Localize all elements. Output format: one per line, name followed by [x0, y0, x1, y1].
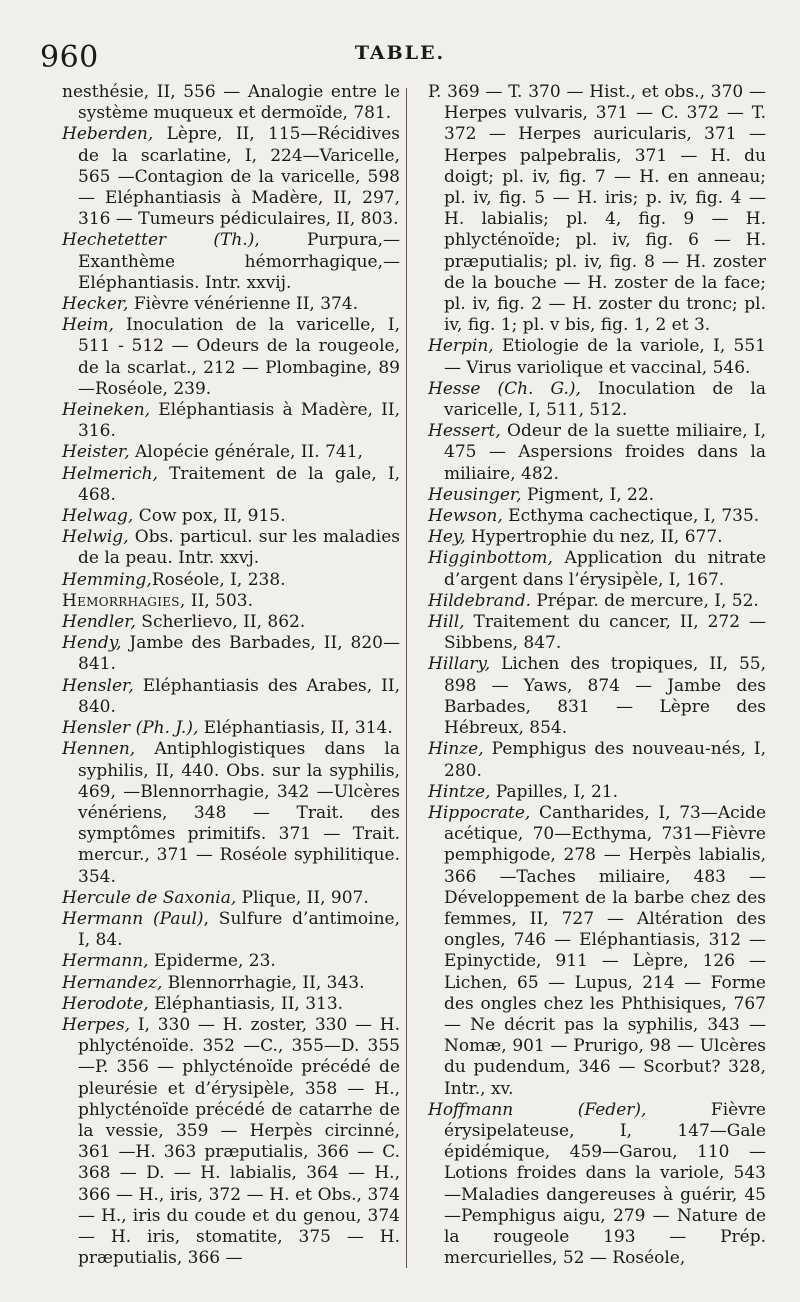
entry-headword: Hesse (Ch. G.),	[428, 378, 581, 399]
entry-text: II, 503.	[185, 590, 254, 611]
entry-headword: Heberden,	[62, 124, 154, 145]
left-column	[62, 82, 400, 1269]
entry-text: Antiphlogistiques dans la syphilis, II, 440. Obs. sur la syphilis, 469, —Blennorrhagie, 342 —Ulcères vénériens, 348 — Trait. des symptômes primitifs. 371 — Trait. mercur., 371 — Roséole syphilitique. 354.	[78, 739, 400, 887]
entry-headword: Higginbottom,	[428, 548, 553, 569]
entry-text: Application du nitrate d’argent dans l’érysipèle, I, 167.	[444, 548, 766, 590]
entry-text: Prépar. de mercure, I, 52.	[531, 590, 759, 611]
index-entry	[428, 527, 766, 548]
entry-text: Blennorrhagie, II, 343.	[162, 972, 365, 993]
index-entry	[428, 739, 766, 781]
index-entry	[62, 973, 400, 994]
entry-headword: Hey,	[428, 527, 466, 548]
entry-text: Fièvre érysipelateuse, I, 147—Gale épidémique, 459—Garou, 110 — Lotions froides dans la variole, 543 —Maladies dangereuses à guérir, 45 —Pemphigus aigu, 279 — Nature de la rougeole 193 — Prép. mercurielles, 52 — Roséole,	[444, 1099, 766, 1269]
entry-headword: Helwag,	[62, 506, 134, 527]
entry-headword: Hoffmann (Feder),	[428, 1099, 647, 1120]
entry-text: Alopécie générale, II. 741,	[129, 442, 363, 463]
entry-headword: Hennen,	[62, 739, 136, 760]
index-entry	[62, 442, 400, 463]
column-divider	[406, 88, 407, 1268]
entry-text: Inoculation de la varicelle, I, 511, 512.	[444, 378, 767, 421]
entry-text: Inoculation de la varicelle, I, 511 - 512 — Odeurs de la rougeole, de la scarlat., 212 — Plombagine, 89 —Roséole, 239.	[78, 315, 400, 399]
entry-headword: Hillary,	[428, 654, 491, 675]
index-entry	[62, 994, 400, 1015]
entry-headword: Hermann (Paul)	[62, 908, 204, 929]
index-entry	[62, 294, 400, 315]
entry-text: Eléphantiasis à Madère, II, 316.	[78, 400, 400, 442]
index-entry	[62, 82, 400, 124]
entry-headword: Hewson,	[428, 506, 503, 527]
entry-text: , Sulfure d’antimoine, I, 84.	[78, 908, 400, 951]
entry-text: Traitement de la gale, I, 468.	[78, 463, 400, 505]
index-entry	[62, 718, 400, 739]
entry-text: Cow pox, II, 915.	[133, 506, 286, 527]
index-entry	[428, 421, 766, 485]
entry-headword: Hendy,	[62, 633, 122, 654]
index-entry	[428, 782, 766, 803]
entry-text: Odeur de la suette miliaire, I, 475 — Aspersions froides dans la miliaire, 482.	[444, 421, 766, 484]
entry-headword: Hendler,	[62, 612, 136, 633]
index-entry	[428, 654, 766, 739]
entry-text: Scherlievo, II, 862.	[135, 612, 306, 633]
entry-headword: Hill,	[428, 612, 465, 633]
index-entry	[62, 400, 400, 442]
entry-text: Pigment, I, 22.	[521, 484, 655, 505]
entry-headword: Herpin,	[428, 336, 494, 357]
entry-headword: Heim,	[62, 315, 114, 336]
entry-headword: Hessert,	[428, 421, 501, 442]
index-entry	[62, 570, 400, 591]
entry-headword: Hemming,	[62, 569, 152, 590]
entry-text: Lèpre, II, 115—Récidives de la scarlatine, I, 224—Varicelle, 565 —Contagion de la varicelle, 598 — Eléphantiasis à Madère, II, 297, 316 — Tumeurs pédiculaires, II, 803.	[78, 124, 400, 230]
index-entry	[428, 336, 766, 378]
entry-text: Fièvre vénérienne II, 374.	[128, 294, 359, 315]
entry-text: Etiologie de la variole, I, 551 — Virus variolique et vaccinal, 546.	[444, 336, 766, 378]
index-entry	[62, 633, 400, 675]
entry-text: Hypertrophie du nez, II, 677.	[465, 527, 723, 548]
entry-text: Traitement du cancer, II, 272 — Sibbens, 847.	[444, 612, 766, 654]
entry-text: Obs. particul. sur les maladies de la peau. Intr. xxvj.	[78, 527, 400, 569]
index-entry	[428, 485, 766, 506]
entry-text: Eléphantiasis, II, 313.	[148, 993, 344, 1014]
entry-text: P. 369 — T. 370 — Hist., et obs., 370 — Herpes vulvaris, 371 — C. 372 — T. 372 — Herpes auricularis, 371 — Herpes palpebralis, 371 — H. du doigt; pl. iv, fig. 7 — H. en anneau; pl. iv, fig. 5 — H. iris; p. iv, fig. 4 — H. labialis; pl. 4, fig. 9 — H. phlycténoïde; pl. iv, fig. 6 — H. præputialis; pl. iv, fig. 8 — H. zoster de la bouche — H. zoster de la face; pl. iv, fig. 2 — H. zoster du tronc; pl. iv, fig. 1; pl. v bis, fig. 1, 2 et 3.	[428, 82, 766, 336]
entry-headword: Hippocrate,	[428, 802, 531, 823]
index-entry	[62, 124, 400, 230]
entry-headword: Hensler,	[62, 675, 134, 696]
entry-headword: Hernandez,	[62, 972, 163, 993]
entry-text: Cantharides, I, 73—Acide acétique, 70—Ecthyma, 731—Fièvre pemphigode, 278 — Herpès labialis, 366 —Taches miliaire, 483 — Développement de la barbe chez des femmes, II, 727 — Altération des ongles, 746 — Eléphantiasis, 312 — Epinyctide, 911 — Lèpre, 126 — Lichen, 65 — Lupus, 214 — Forme des ongles chez les Phthisiques, 767 — Ne décrit pas la syphilis, 343 — Nomæ, 901 — Prurigo, 98 — Ulcères du pudendum, 346 — Scorbut? 328, Intr., xv.	[444, 802, 766, 1099]
index-entry	[62, 506, 400, 527]
entry-headword: Hemorrhagies,	[62, 590, 186, 611]
entry-text: Eléphantiasis des Arabes, II, 840.	[78, 675, 400, 717]
index-entry	[62, 527, 400, 569]
index-entry	[62, 739, 400, 887]
index-entry	[62, 1015, 400, 1269]
entry-text: Lichen des tropiques, II, 55, 898 — Yaws, 874 — Jambe des Barbades, 831 — Lèpre des Hébreux, 854.	[444, 654, 766, 739]
entry-headword: Herpes,	[62, 1014, 131, 1035]
index-entry	[428, 803, 766, 1100]
entry-headword: Helwig,	[62, 527, 129, 548]
entry-headword: Heister,	[62, 442, 130, 463]
index-entry	[428, 1100, 766, 1270]
page-number: 960	[40, 40, 99, 75]
index-entry	[62, 909, 400, 951]
entry-text: Eléphantiasis, II, 314.	[198, 718, 393, 739]
entry-text: Epiderme, 23.	[148, 951, 276, 972]
entry-headword: Heusinger,	[428, 484, 522, 505]
entry-text: nesthésie, II, 556 — Analogie entre le système muqueux et dermoïde, 781.	[62, 82, 400, 124]
index-entry	[428, 612, 766, 654]
index-entry	[62, 230, 400, 294]
entry-headword: Hechetetter (Th.)	[62, 230, 255, 251]
index-entry	[428, 548, 766, 590]
entry-headword: Hermann,	[62, 951, 149, 972]
index-entry	[62, 315, 400, 400]
index-entry	[428, 506, 766, 527]
index-entry	[62, 464, 400, 506]
entry-headword: Helmerich,	[62, 463, 158, 484]
entry-text: Plique, II, 907.	[236, 887, 369, 908]
index-entry	[62, 888, 400, 909]
entry-headword: Herodote,	[62, 993, 149, 1014]
index-entry	[428, 379, 766, 421]
entry-headword: Hildebrand.	[428, 590, 532, 611]
entry-text: , Purpura,—Exanthème hémorrhagique,— Eléphantiasis. Intr. xxvij.	[78, 230, 400, 293]
running-head: TABLE.	[354, 42, 446, 64]
index-entry	[428, 82, 766, 336]
entry-headword: Hinze,	[428, 739, 484, 760]
index-entry	[428, 591, 766, 612]
entry-headword: Heineken,	[62, 400, 151, 421]
entry-headword: Hintze,	[428, 781, 491, 802]
entry-headword: Hercule de Saxonia,	[62, 887, 237, 908]
entry-text: Pemphigus des nouveau-nés, I, 280.	[444, 739, 766, 781]
index-entry	[62, 612, 400, 633]
index-entry	[62, 676, 400, 718]
entry-text: I, 330 — H. zoster, 330 — H. phlycténoïde. 352 —C., 355—D. 355 —P. 356 — phlycténoïde précédé de pleurésie et d’érysipèle, 358 — H., phlycténoïde précédé de catarrhe de la vessie, 359 — Herpès circinné, 361 —H. 363 præputialis, 366 — C. 368 — D. — H. labialis, 364 — H., 366 — H., iris, 372 — H. et Obs., 374 — H., iris du coude et du genou, 374 — H. iris, stomatite, 375 — H. præputialis, 366 —	[78, 1014, 400, 1269]
entry-text: Papilles, I, 21.	[490, 781, 619, 802]
entry-text: Ecthyma cachectique, I, 735.	[502, 506, 760, 527]
index-entry	[62, 591, 400, 612]
page-header	[40, 38, 760, 78]
right-column	[428, 82, 766, 1269]
entry-text: Jambe des Barbades, II, 820— 841.	[78, 633, 400, 675]
entry-text: Roséole, I, 238.	[151, 569, 286, 590]
entry-headword: Hecker,	[62, 294, 129, 315]
entry-headword: Hensler (Ph. J.),	[62, 718, 199, 739]
index-entry	[62, 951, 400, 972]
